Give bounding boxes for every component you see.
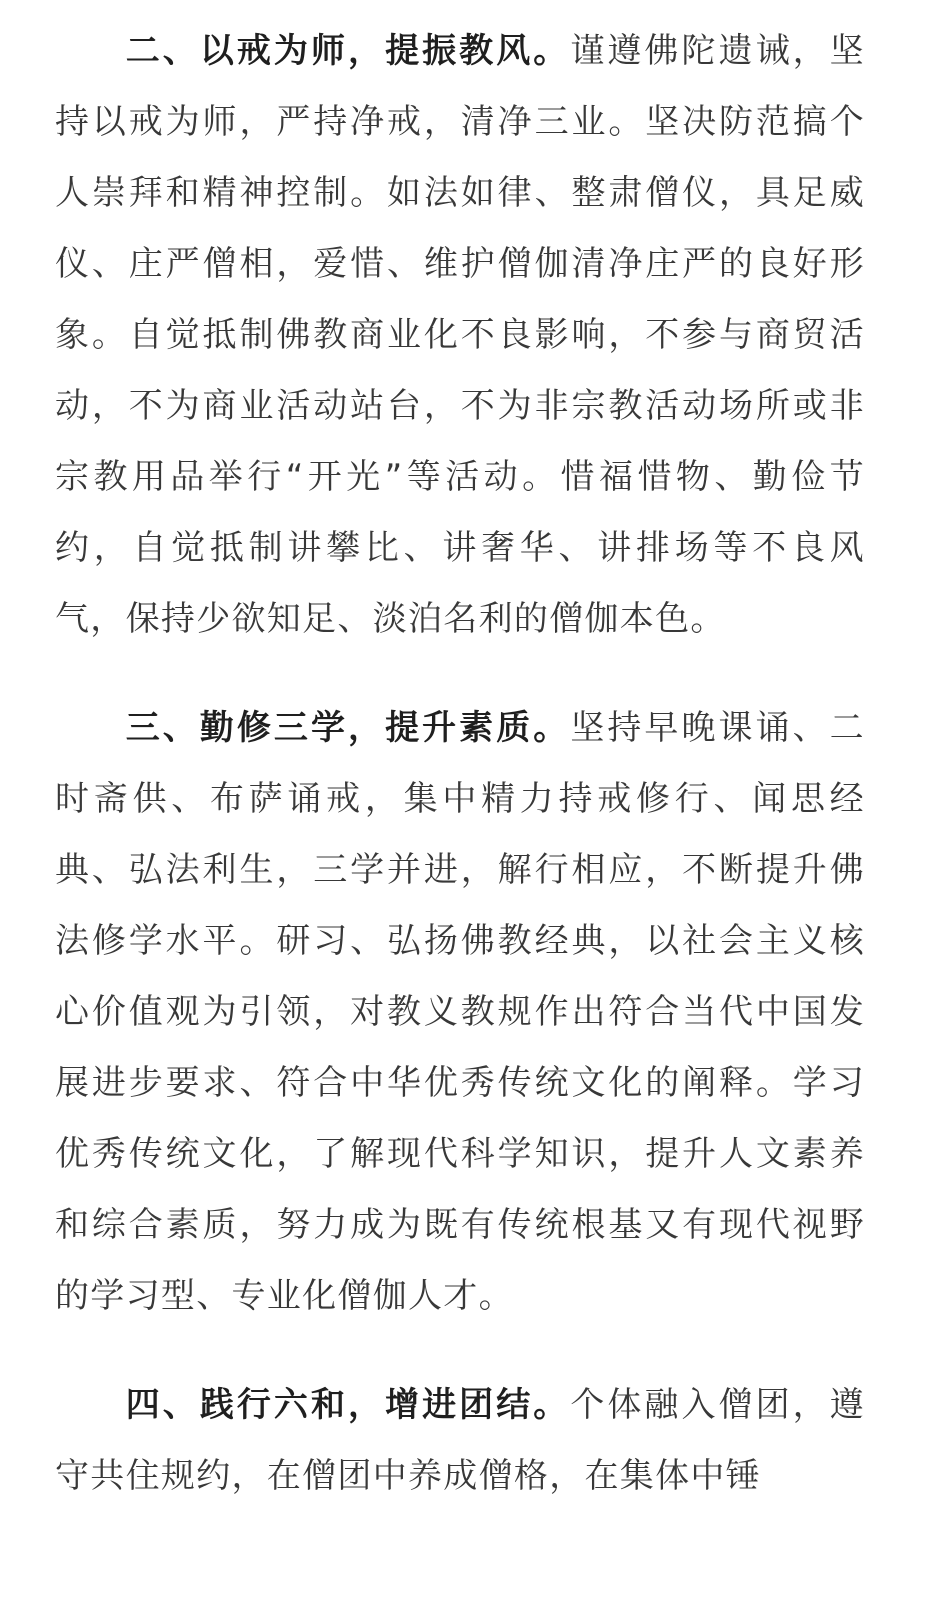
paragraph-3 [55,693,865,1332]
paragraph-2 [55,16,865,655]
paragraph-4 [55,1370,865,1512]
paragraph-4-text: 个体融入僧团，遵守共住规约，在僧团中养成僧格，在集体中锤 [55,1385,865,1496]
paragraph-3-heading: 三、勤修三学，提升素质。 [125,708,571,748]
article-body [55,16,865,1512]
paragraph-2-text: 谨遵佛陀遗诫，坚持以戒为师，严持净戒，清净三业。坚决防范搞个人崇拜和精神控制。如法如律、整肃僧仪，具足威仪、庄严僧相，爱惜、维护僧伽清净庄严的良好形象。自觉抵制佛教商业化不良影响，不参与商贸活动，不为商业活动站台，不为非宗教活动场所或非宗教用品举行“开光”等活动。惜福惜物、勤俭节约，自觉抵制讲攀比、讲奢华、讲排场等不良风气，保持少欲知足、淡泊名利的僧伽本色。 [55,31,865,639]
paragraph-4-heading: 四、践行六和，增进团结。 [125,1385,571,1425]
paragraph-2-heading: 二、以戒为师，提振教风。 [125,31,571,71]
paragraph-3-text: 坚持早晚课诵、二时斋供、布萨诵戒，集中精力持戒修行、闻思经典、弘法利生，三学并进，解行相应，不断提升佛法修学水平。研习、弘扬佛教经典，以社会主义核心价值观为引领，对教义教规作出符合当代中国发展进步要求、符合中华优秀传统文化的阐释。学习优秀传统文化，了解现代科学知识，提升人文素养和综合素质，努力成为既有传统根基又有现代视野的学习型、专业化僧伽人才。 [55,708,865,1316]
